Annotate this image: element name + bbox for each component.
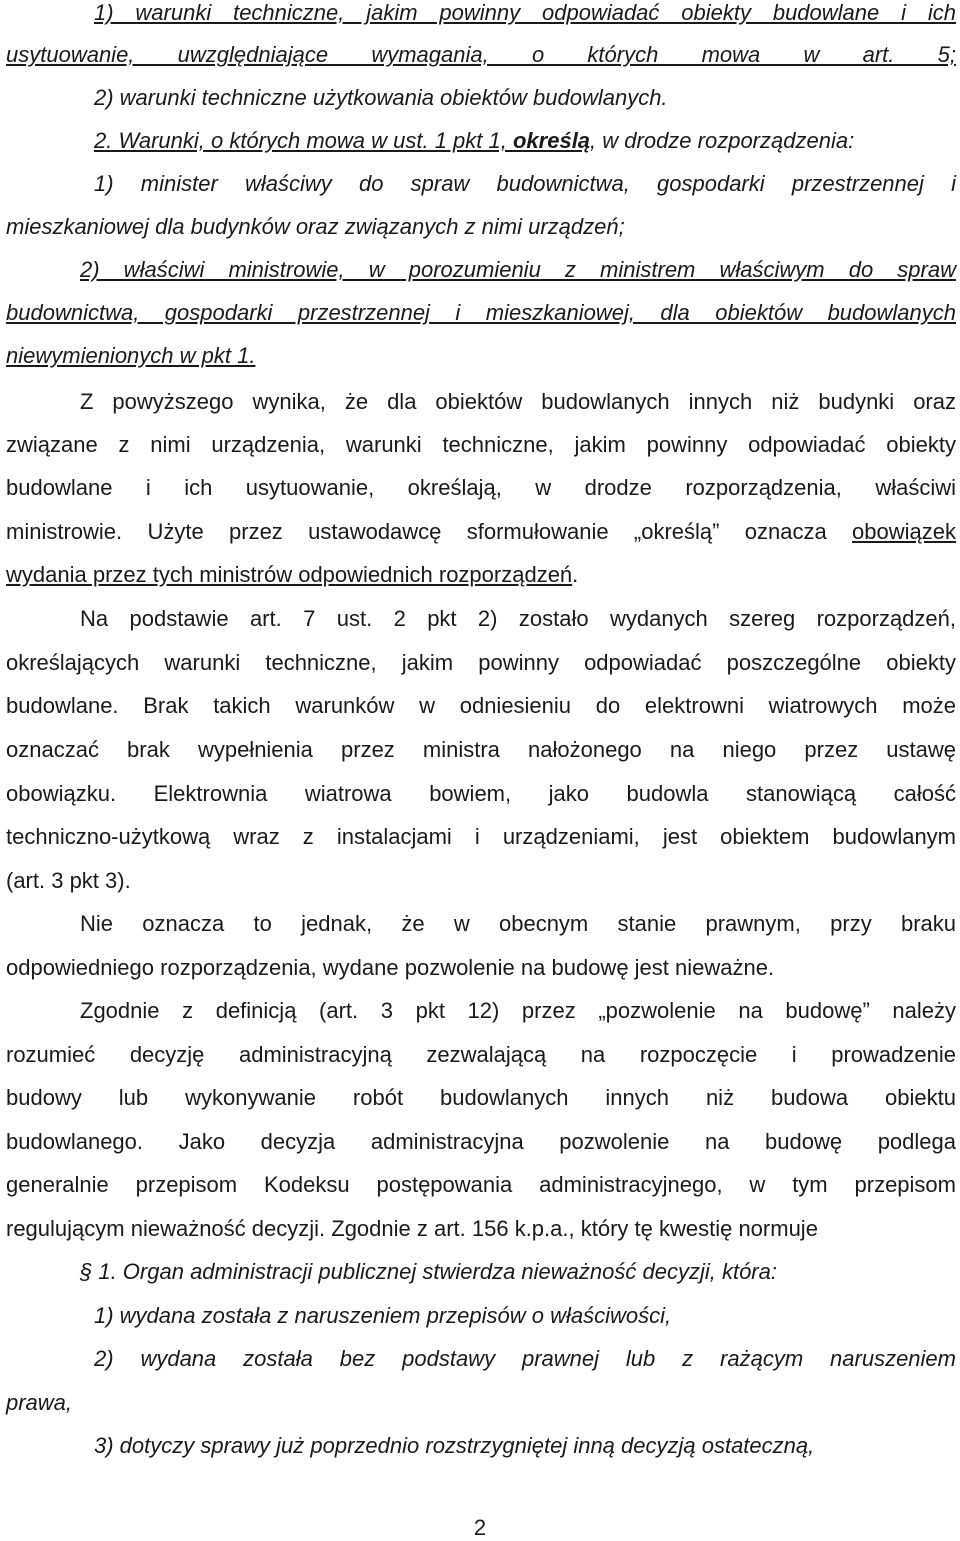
paragraph-line: budowlane i ich usytuowanie, określają, w drodze rozporządzenia, właściwi [6, 475, 956, 500]
paragraph-line: Zgodnie z definicją (art. 3 pkt 12) przez „pozwolenie na budowę” należy [80, 998, 956, 1023]
statute-line: 2) warunki techniczne użytkowania obiektów budowlanych. [94, 85, 668, 110]
paragraph-line: Na podstawie art. 7 ust. 2 pkt 2) zostało wydanych szereg rozporządzeń, [80, 606, 956, 631]
statute-line: mieszkaniowej dla budynków oraz związanych z nimi urządzeń; [6, 214, 625, 239]
paragraph-line: budowlanego. Jako decyzja administracyjna pozwolenie na budowę podlega [6, 1129, 956, 1154]
statute-line: budownictwa, gospodarki przestrzennej i mieszkaniowej, dla obiektów budowlanych [6, 300, 956, 325]
statute-line: niewymienionych w pkt 1. [6, 343, 256, 368]
quote-line: 3) dotyczy sprawy już poprzednio rozstrzygniętej inną decyzją ostateczną, [94, 1433, 815, 1458]
paragraph-line: odpowiedniego rozporządzenia, wydane pozwolenie na budowę jest nieważne. [6, 955, 775, 980]
paragraph-line: regulującym nieważność decyzji. Zgodnie z art. 156 k.p.a., który tę kwestię normuje [6, 1216, 818, 1241]
paragraph-line: związane z nimi urządzenia, warunki techniczne, jakim powinny odpowiadać obiekty [6, 432, 956, 457]
paragraph-line: oznaczać brak wypełnienia przez ministra nałożonego na niego przez ustawę [6, 737, 956, 762]
statute-line: usytuowanie, uwzględniające wymagania, o których mowa w art. 5; [6, 42, 956, 67]
paragraph-line: generalnie przepisom Kodeksu postępowania administracyjnego, w tym przepisom [6, 1172, 956, 1197]
paragraph-line: określających warunki techniczne, jakim powinny odpowiadać poszczególne obiekty [6, 650, 956, 675]
quote-line: 2) wydana została bez podstawy prawnej lub z rażącym naruszeniem [94, 1346, 956, 1371]
statute-line: 2. Warunki, o których mowa w ust. 1 pkt 1, określą, w drodze rozporządzenia: [94, 128, 855, 153]
paragraph-line: techniczno-użytkową wraz z instalacjami i urządzeniami, jest obiektem budowlanym [6, 824, 956, 849]
paragraph-line: wydania przez tych ministrów odpowiednich rozporządzeń. [6, 562, 579, 587]
paragraph-line: obowiązku. Elektrownia wiatrowa bowiem, jako budowla stanowiącą całość [6, 781, 956, 806]
page-number: 2 [473, 1515, 487, 1540]
paragraph-line: rozumieć decyzję administracyjną zezwalającą na rozpoczęcie i prowadzenie [6, 1042, 956, 1067]
quote-line: prawa, [6, 1390, 73, 1415]
paragraph-line: (art. 3 pkt 3). [6, 868, 131, 893]
paragraph-line: budowlane. Brak takich warunków w odniesieniu do elektrowni wiatrowych może [6, 693, 956, 718]
paragraph-line: Nie oznacza to jednak, że w obecnym stanie prawnym, przy braku [80, 911, 956, 936]
paragraph-line: Z powyższego wynika, że dla obiektów budowlanych innych niż budynki oraz [80, 389, 956, 414]
quote-line: § 1. Organ administracji publicznej stwierdza nieważność decyzji, która: [80, 1259, 777, 1284]
statute-line: 1) minister właściwy do spraw budownictwa, gospodarki przestrzennej i [94, 171, 956, 196]
paragraph-line: budowy lub wykonywanie robót budowlanych innych niż budowa obiektu [6, 1085, 956, 1110]
paragraph-line: ministrowie. Użyte przez ustawodawcę sformułowanie „określą” oznacza obowiązek [6, 519, 956, 544]
statute-line: 2) właściwi ministrowie, w porozumieniu z ministrem właściwym do spraw [80, 257, 956, 282]
quote-line: 1) wydana została z naruszeniem przepisów o właściwości, [94, 1303, 672, 1328]
statute-line: 1) warunki techniczne, jakim powinny odpowiadać obiekty budowlane i ich [94, 0, 956, 25]
